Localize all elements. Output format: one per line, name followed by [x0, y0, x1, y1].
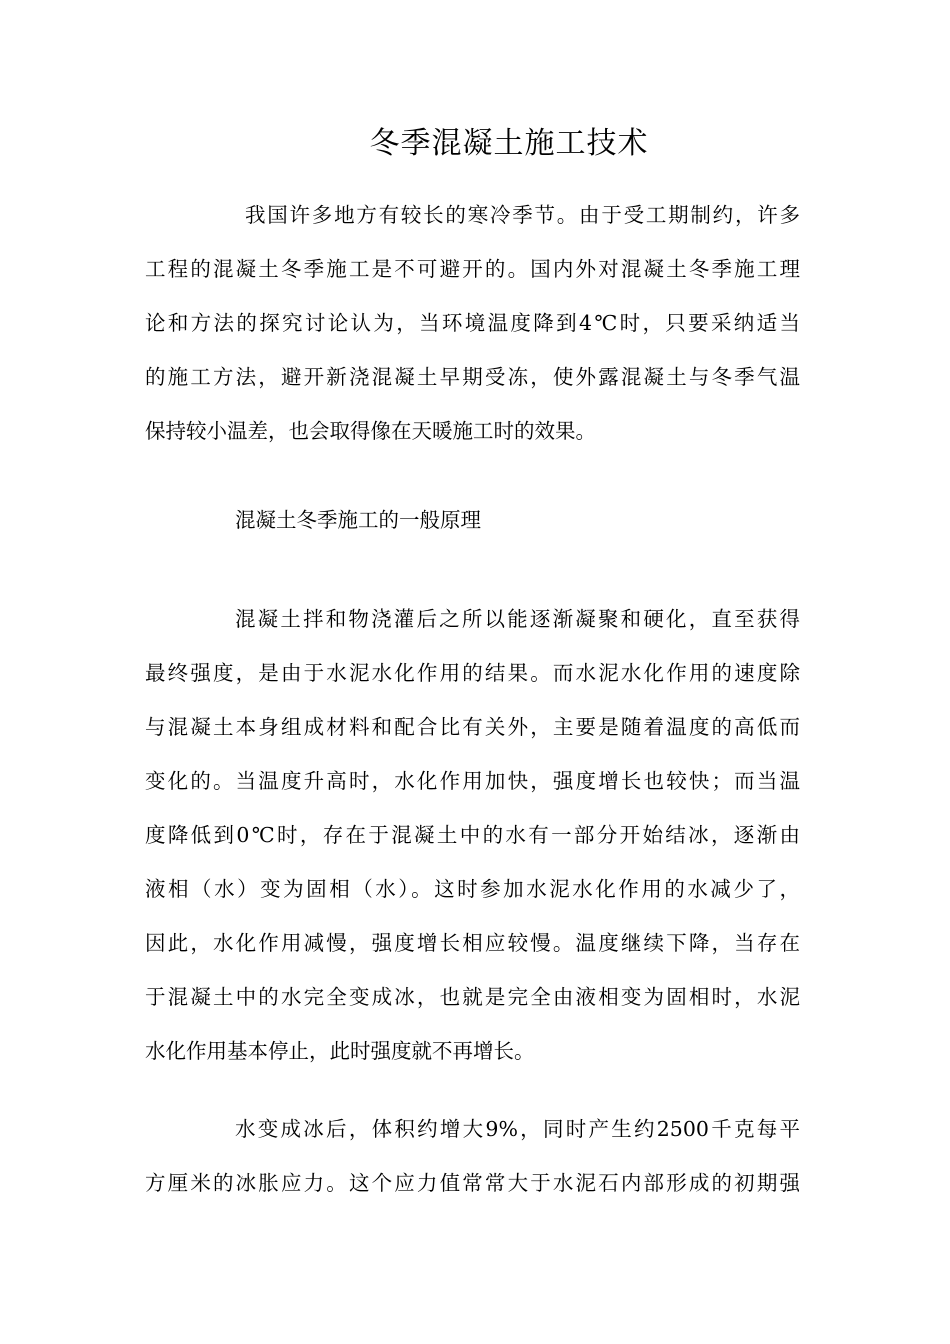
section-heading-text: 混凝土冬季施工的一般原理: [235, 508, 481, 532]
paragraph-line: 水变成冰后，体积约增大9%，同时产生约2500千克每平: [235, 1117, 800, 1141]
paragraph-line: 变化的。当温度升高时，水化作用加快，强度增长也较快；而当温: [145, 769, 800, 793]
paragraph-ice: [145, 1102, 800, 1210]
paragraph-line: 于混凝土中的水完全变成冰，也就是完全由液相变为固相时，水泥: [145, 985, 800, 1009]
paragraph-line: 度降低到0℃时，存在于混凝土中的水有一部分开始结冰，逐渐由: [145, 823, 800, 847]
paragraph-line: 因此，水化作用减慢，强度增长相应较慢。温度继续下降，当存在: [145, 931, 800, 955]
paragraph-line: 最终强度，是由于水泥水化作用的结果。而水泥水化作用的速度除: [145, 661, 800, 685]
paragraph-line: 混凝土拌和物浇灌后之所以能逐渐凝聚和硬化，直至获得: [235, 607, 800, 631]
paragraph-line: 论和方法的探究讨论认为，当环境温度降到4℃时，只要采纳适当: [145, 311, 800, 335]
paragraph-intro: [145, 188, 800, 458]
paragraph-line: 工程的混凝土冬季施工是不可避开的。国内外对混凝土冬季施工理: [145, 257, 800, 281]
paragraph-line: 保持较小温差，也会取得像在天暖施工时的效果。: [145, 419, 596, 443]
paragraph-line: 我国许多地方有较长的寒冷季节。由于受工期制约，许多: [245, 203, 800, 227]
paragraph-principle: [145, 592, 800, 1078]
paragraph-line: 与混凝土本身组成材料和配合比有关外，主要是随着温度的高低而: [145, 715, 800, 739]
paragraph-line: 液相（水）变为固相（水）。这时参加水泥水化作用的水减少了，: [145, 877, 800, 901]
paragraph-line: 的施工方法，避开新浇混凝土早期受冻，使外露混凝土与冬季气温: [145, 365, 800, 389]
document-title: 冬季混凝土施工技术: [369, 126, 649, 161]
section-heading: [145, 493, 800, 547]
paragraph-line: 水化作用基本停止，此时强度就不再增长。: [145, 1039, 535, 1063]
paragraph-line: 方厘米的冰胀应力。这个应力值常常大于水泥石内部形成的初期强: [145, 1171, 800, 1195]
